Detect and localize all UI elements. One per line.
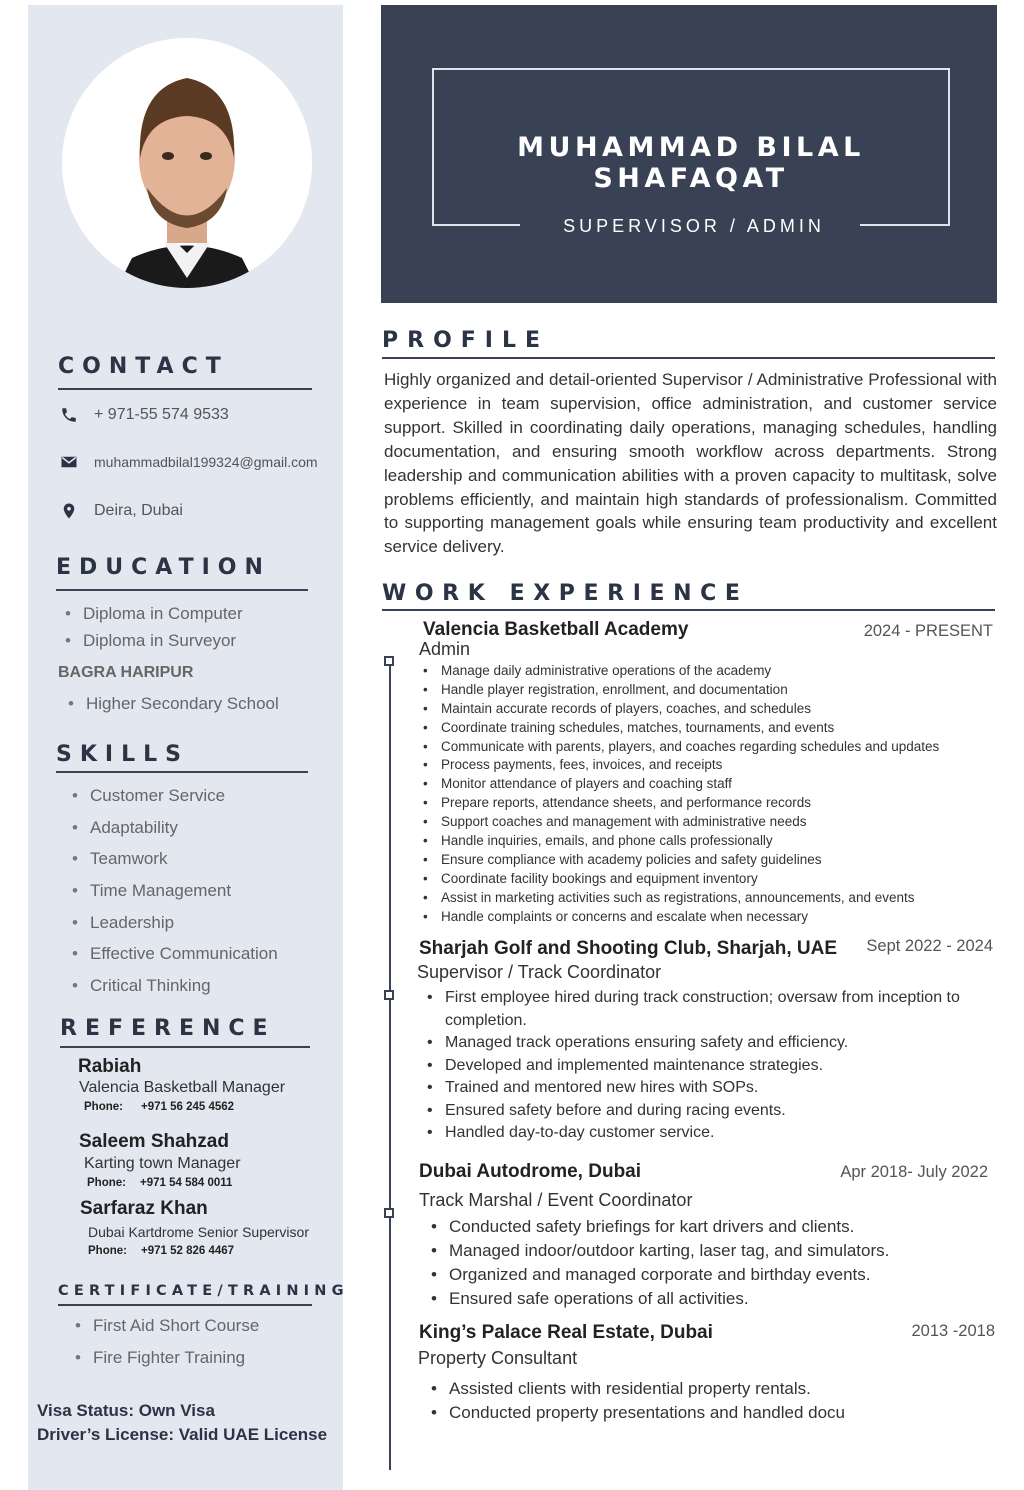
reference-name: Sarfaraz Khan (80, 1198, 208, 1219)
reference-title: Dubai Kartdrome Senior Supervisor (88, 1224, 309, 1240)
drivers-license: Driver’s License: Valid UAE License (37, 1425, 328, 1444)
phone-number[interactable]: + 971-55 574 9533 (94, 406, 229, 423)
skills-rule (56, 771, 308, 773)
map-pin-icon (58, 500, 80, 522)
job-bullets (427, 1379, 845, 1427)
list-item: • Maintain accurate records of players, coaches, and schedules (419, 701, 939, 720)
envelope-icon (58, 451, 80, 473)
contact-phone (58, 404, 229, 426)
list-item: • Ensured safety before and during racing events. (423, 1100, 1001, 1123)
job-role: Admin (419, 639, 471, 659)
education-heading: EDUCATION (56, 555, 271, 580)
job-bullets (427, 1217, 889, 1313)
list-item: • Diploma in Surveyor (57, 631, 243, 658)
profile-rule (382, 357, 995, 359)
work-heading: WORK EXPERIENCE (382, 581, 749, 606)
work-rule (382, 609, 995, 611)
profile-photo (62, 38, 312, 288)
diploma-list (57, 604, 243, 658)
job-date: 2013 -2018 (911, 1322, 995, 1340)
list-item: • Fire Fighter Training (67, 1348, 259, 1380)
profile-photo-illustration (62, 38, 312, 288)
list-item: • Monitor attendance of players and coaching staff (419, 776, 939, 795)
list-item: • Leadership (64, 913, 278, 945)
reference-rule (60, 1046, 310, 1048)
list-item: • Adaptability (64, 818, 278, 850)
school-list (60, 694, 279, 721)
education-rule (56, 589, 308, 591)
reference-phone: Phone: +971 52 826 4467 (88, 1245, 235, 1257)
skills-heading: SKILLS (56, 742, 189, 767)
list-item: • Assist in marketing activities such as registrations, announcements, and events (419, 890, 939, 909)
list-item: • Critical Thinking (64, 976, 278, 1008)
job-date: Apr 2018- July 2022 (840, 1163, 988, 1181)
certificate-list (67, 1316, 259, 1380)
list-item: • First employee hired during track construction; oversaw from inception to completion. (423, 987, 1001, 1032)
list-item: • Process payments, fees, invoices, and receipts (419, 757, 939, 776)
list-item: • First Aid Short Course (67, 1316, 259, 1348)
timeline-marker (384, 990, 394, 1000)
visa-status: Visa Status: Own Visa (37, 1401, 215, 1420)
job-bullets (419, 663, 939, 927)
list-item: • Effective Communication (64, 944, 278, 976)
reference-phone: Phone: +971 54 584 0011 (87, 1177, 233, 1189)
skills-list (64, 786, 278, 1008)
list-item: • Prepare reports, attendance sheets, and performance records (419, 795, 939, 814)
list-item: • Customer Service (64, 786, 278, 818)
list-item: • Support coaches and management with administrative needs (419, 814, 939, 833)
profile-text: Highly organized and detail-oriented Supervisor / Administrative Professional with experience in team supervision, office administration, and customer service support. Skilled in coordinating daily operations, managing schedules, handling documentation, and ensuring smooth workflow across departments. Strong leadership and communication abilities with a proven capacity to multitask, solve problems efficiently, and maintain high standards of professionalism. Committed to supporting management goals while ensuring team productivity and excellent service delivery. (384, 370, 997, 557)
contact-email (58, 451, 318, 473)
list-item: • Ensure compliance with academy policies and safety guidelines (419, 852, 939, 871)
job-role: Track Marshal / Event Coordinator (419, 1190, 693, 1210)
location-text: Deira, Dubai (94, 502, 183, 519)
job-bullets (423, 987, 1001, 1145)
list-item: • Handle inquiries, emails, and phone calls professionally (419, 833, 939, 852)
timeline-marker (384, 656, 394, 666)
phone-icon (58, 404, 80, 426)
list-item: • Managed indoor/outdoor karting, laser tag, and simulators. (427, 1241, 889, 1265)
reference-title: Karting town Manager (84, 1155, 241, 1172)
contact-rule (58, 388, 312, 390)
timeline-marker (384, 1208, 394, 1218)
job-company: Sharjah Golf and Shooting Club, Sharjah, UAE (419, 938, 838, 959)
list-item: • Developed and implemented maintenance strategies. (423, 1055, 1001, 1078)
profile-heading: PROFILE (382, 328, 550, 353)
list-item: • Handle player registration, enrollment, and documentation (419, 682, 939, 701)
timeline-line (389, 660, 391, 1470)
contact-heading: CONTACT (58, 354, 229, 379)
job-role: Supervisor / Track Coordinator (417, 962, 662, 982)
list-item: • Trained and mentored new hires with SOPs. (423, 1077, 1001, 1100)
list-item: • Higher Secondary School (60, 694, 279, 721)
job-date: Sept 2022 - 2024 (866, 937, 993, 955)
list-item: • Organized and managed corporate and birthday events. (427, 1265, 889, 1289)
school-name: BAGRA HARIPUR (58, 664, 194, 681)
list-item: • Managed track operations ensuring safety and efficiency. (423, 1032, 1001, 1055)
list-item: • Handled day-to-day customer service. (423, 1122, 1001, 1145)
list-item: • Conducted property presentations and handled docu (427, 1403, 845, 1427)
reference-name: Saleem Shahzad (79, 1131, 229, 1152)
list-item: • Assisted clients with residential property rentals. (427, 1379, 845, 1403)
list-item: • Coordinate training schedules, matches, tournaments, and events (419, 720, 939, 739)
list-item: • Communicate with parents, players, and coaches regarding schedules and updates (419, 739, 939, 758)
job-title: SUPERVISOR / ADMIN (563, 216, 825, 236)
job-role: Property Consultant (418, 1348, 578, 1368)
reference-title: Valencia Basketball Manager (79, 1079, 286, 1096)
list-item: • Coordinate facility bookings and equipment inventory (419, 871, 939, 890)
job-company: King’s Palace Real Estate, Dubai (419, 1322, 713, 1343)
reference-phone: Phone: +971 56 245 4562 (84, 1101, 235, 1113)
list-item: • Handle complaints or concerns and escalate when necessary (419, 909, 939, 928)
email-address[interactable]: muhammadbilal199324@gmail.com (94, 454, 318, 470)
job-company: Dubai Autodrome, Dubai (419, 1161, 642, 1182)
list-item: • Teamwork (64, 849, 278, 881)
list-item: • Manage daily administrative operations of the academy (419, 663, 939, 682)
contact-location (58, 500, 183, 522)
list-item: • Conducted safety briefings for kart drivers and clients. (427, 1217, 889, 1241)
list-item: • Ensured safe operations of all activities. (427, 1289, 889, 1313)
reference-heading: REFERENCE (60, 1016, 276, 1041)
page-title: MUHAMMAD BILAL SHAFAQAT (517, 132, 865, 194)
list-item: • Time Management (64, 881, 278, 913)
certificate-heading: CERTIFICATE/TRAINING (58, 1283, 349, 1299)
certificate-rule (58, 1304, 312, 1306)
list-item: • Diploma in Computer (57, 604, 243, 631)
job-date: 2024 - PRESENT (863, 622, 993, 640)
job-company: Valencia Basketball Academy (423, 619, 689, 640)
reference-name: Rabiah (78, 1056, 142, 1077)
